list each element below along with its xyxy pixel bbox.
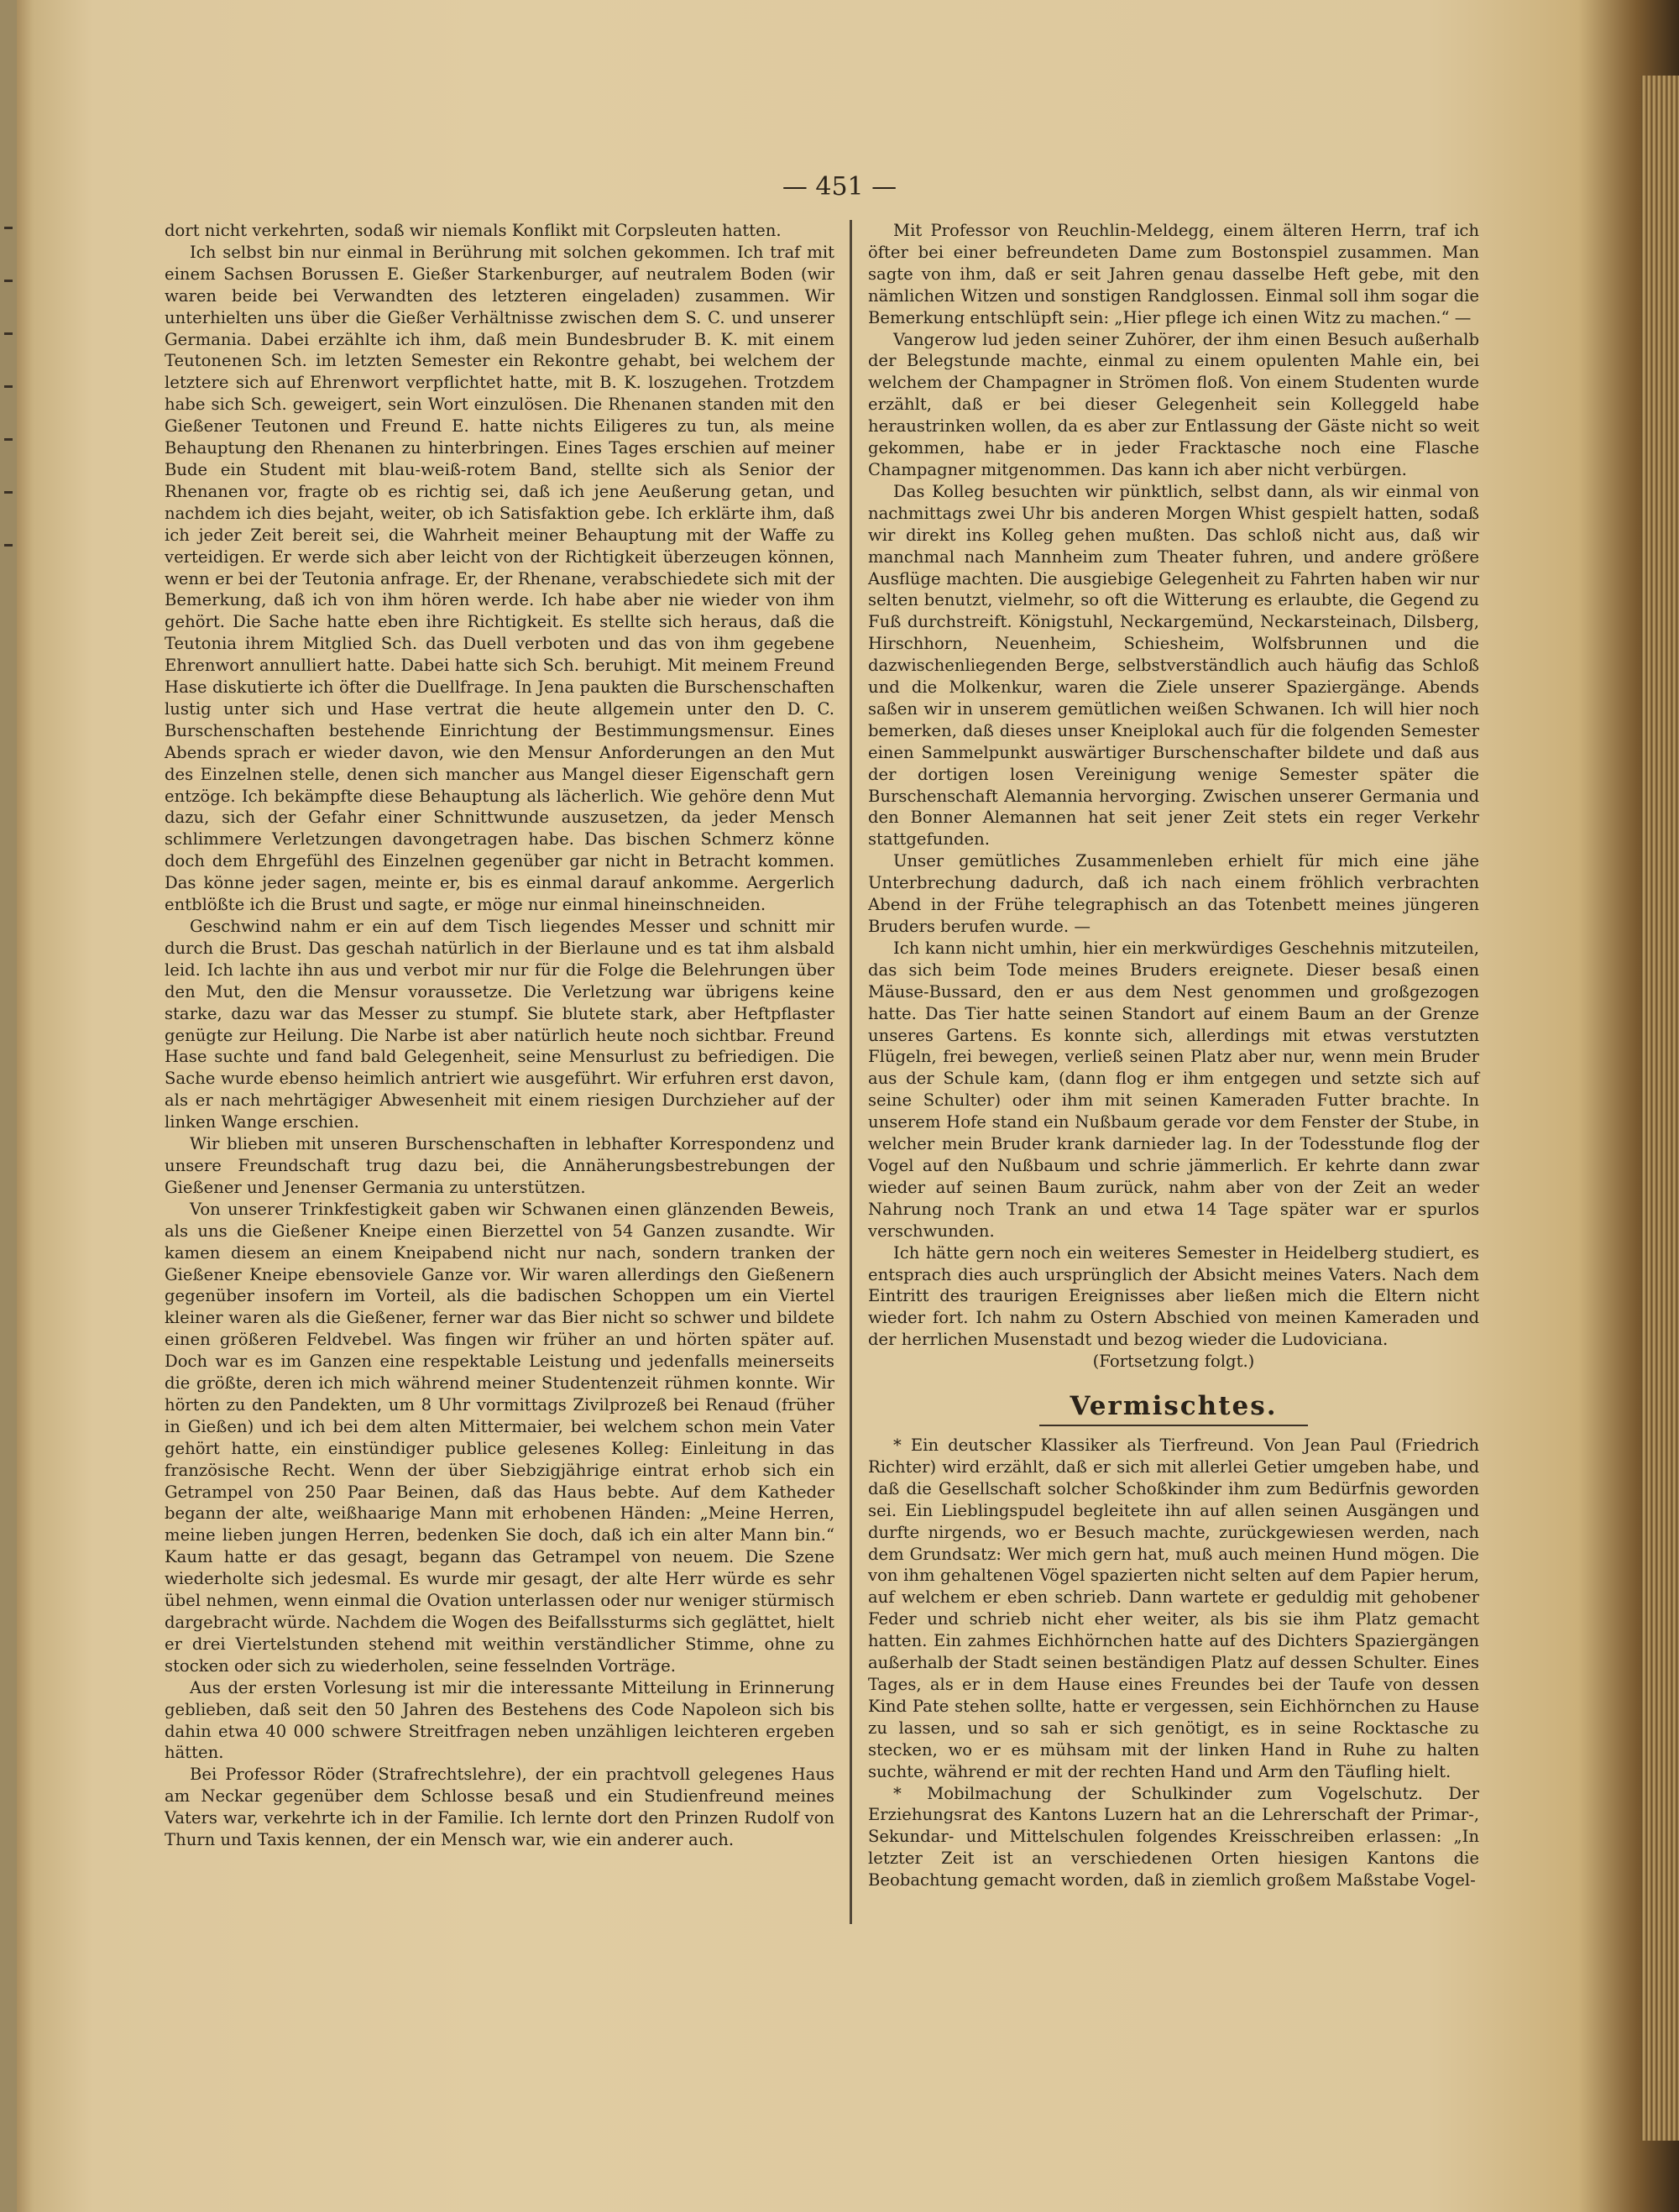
paragraph: Das Kolleg besuchten wir pünktlich, selbst dann, als wir einmal von nachmittags zwei Uhr bis anderen Morgen Whist gespielt hatten, sodaß wir direkt ins Kolleg gehen mußten. Das schloß nicht aus, daß wir manchmal nach Mannheim zum Theater fuhren, und andere größere Ausflüge machten. Die ausgiebige Gelegenheit zu Fahrten haben wir nur selten benutzt, vielmehr, so oft die Witterung es erlaubte, die Gegend zu Fuß durchstreift. Königstuhl, Neckargemünd, Neckarsteinach, Dilsberg, Hirschhorn, Neuenheim, Schiesheim, Wolfsbrunnen und die dazwischenliegenden Berge, selbstverständlich auch häufig das Schloß und die Molkenkur, waren die Ziele unserer Spaziergänge. Abends saßen wir in unserem gemütlichen weißen Schwanen. Ich will hier noch bemerken, daß dieses unser Kneiplokal auch für die folgenden Semester einen Sammelpunkt auswärtiger Burschenschafter bildete und daß aus der dortigen losen Vereinigung wenige Semester später die Burschenschaft Alemannia hervorging. Zwischen unserer Germania und den Bonner Alemannen hat seit jener Zeit stets ein reger Verkehr stattgefunden. [868,481,1479,850]
memoir-continuation [868,220,1479,1373]
paragraph: dort nicht verkehrten, sodaß wir niemals Konflikt mit Corpsleuten hatten. [165,221,782,240]
previous-page-edge [0,0,17,2212]
paragraph: Von unserer Trinkfestigkeit gaben wir Schwanen einen glänzenden Beweis, als uns die Gießener Kneipe einen Bierzettel von 54 Ganzen zusandte. Wir kamen diesem an einem Kneipabend nicht nur nach, sondern tranken der Gießener Kneipe ebensoviele Ganze vor. Wir waren allerdings den Gießenern gegenüber insofern im Vorteil, als die badischen Schoppen um ein Viertel kleiner waren als die Gießener, ferner war das Bier nicht so schwer und bildete einen größeren Feldvebel. Was fingen wir früher an und hörten später auf. Doch war es im Ganzen eine respektable Leistung und jedenfalls meinerseits die größte, deren ich mich während meiner Studentenzeit rühmen konnte. Wir hörten zu den Pandekten, um 8 Uhr vormittags Zivilprozeß bei Renaud (früher in Gießen) und ich bei dem alten Mittermaier, bei welchem schon mein Vater gehört hatte, ein einstündiger publice gelesenes Kolleg: Einleitung in das französische Recht. Wenn der über Siebzigjährige eintrat erhob sich ein Getrampel von 250 Paar Beinen, daß das Haus bebte. Auf dem Katheder begann der alte, weißhaarige Mann mit erhobenen Händen: „Meine Herren, meine lieben jungen Herren, bedenken Sie doch, daß ich ein alter Mann bin.“ Kaum hatte er das gesagt, begann das Getrampel von neuem. Die Szene wiederholte sich jedesmal. Es wurde mir gesagt, der alte Herr würde es sehr übel nehmen, wenn einmal die Ovation unterlassen oder nur weniger stürmisch dargebracht würde. Nachdem die Wogen des Beifallssturms sich geglättet, hielt er drei Viertelstunden stehend mit weithin verständlicher Stimme, ohne zu stocken oder sich zu wiederholen, seine fesselnden Vorträge. [165,1199,835,1676]
paragraph: Wir blieben mit unseren Burschenschaften in lebhafter Korrespondenz und unsere Freundschaft trug dazu bei, die Annäherungsbestrebungen der Gießener und Jenenser Germania zu unterstützen. [165,1134,834,1197]
paragraph: Ich selbst bin nur einmal in Berührung mit solchen gekommen. Ich traf mit einem Sachsen Borussen E. Gießer Starkenburger, auf neutralem Boden (wir waren beide bei Verwandten des letzteren eingeladen) zusammen. Wir unterhielten uns über die Gießer Verhältnisse zwischen dem S. C. und unserer Germania. Dabei erzählte ich ihm, daß mein Bundesbruder B. K. mit einem Teutonenen Sch. im letzten Semester ein Rekontre gehabt, bei welchem der letztere sich auf Ehrenwort verpflichtet hatte, mit B. K. loszugehen. Trotzdem habe sich Sch. geweigert, sein Wort einzulösen. Die Rhenanen standen mit den Gießener Teutonen und Freund E. hatte nichts Eiligeres zu tun, als meine Behauptung den Rhenanen zu hinterbringen. Eines Tages erschien auf meiner Bude ein Student mit blau-weiß-rotem Band, stellte sich als Senior der Rhenanen vor, fragte ob es richtig sei, daß ich jene Aeußerung getan, und nachdem ich dies bejaht, weiter, ob ich Satisfaktion gebe. Ich erklärte ihm, daß ich jeder Zeit bereit sei, die Wahrheit meiner Behauptung mit der Waffe zu verteidigen. Er werde sich aber leicht von der Richtigkeit überzeugen können, wenn er bei der Teutonia anfrage. Er, der Rhenane, verabschiedete sich mit der Bemerkung, daß ich von ihm hören werde. Ich habe aber nie wieder von ihm gehört. Die Sache hatte eben ihre Richtigkeit. Es stellte sich heraus, daß die Teutonia ihrem Mitglied Sch. das Duell verboten und das von ihm gegebene Ehrenwort annulliert hatte. Dabei hatte sich Sch. beruhigt. Mit meinem Freund Hase diskutierte ich öfter die Duellfrage. In Jena paukten die Burschenschaften lustig unter sich und Hase vertrat die heute allgemein unter den D. C. Burschenschaften bestehende Einrichtung der Bestimmungsmensur. Eines Abends sprach er wieder davon, wie den Mensur Anforderungen an den Mut des Einzelnen stelle, denen sich mancher aus Mangel dieser Eigenschaft gern entzöge. Ich bekämpfte diese Behauptung als lächerlich. Wie gehöre denn Mut dazu, sich der Gefahr einer Schnittwunde auszusetzen, da jeder Mensch schlimmere Verletzungen davongetragen habe. Das bischen Schmerz könne doch dem Ehrgefühl des Einzelnen gegenüber gar nicht in Betracht kommen. Das könne jeder sagen, meinte er, bis es einmal darauf ankomme. Aergerlich entblößte ich die Brust und sagte, er möge nur einmal hineinschneiden. [165,242,834,915]
paragraph: Aus der ersten Vorlesung ist mir die interessante Mitteilung in Erinnerung geblieben, daß seit den 50 Jahren des Bestehens des Code Napoleon sich bis dahin etwa 40 000 schwere Streitfragen neben unzähligen leichteren ergeben hätten. [165,1677,834,1763]
paragraph: Unser gemütliches Zusammenleben erhielt für mich eine jähe Unterbrechung dadurch, daß ich nach einem fröhlich verbrachten Abend in der Frühe telegraphisch an das Totenbett meines jüngeren Bruders berufen wurde. — [868,851,1479,936]
paragraph: Vangerow lud jeden seiner Zuhörer, der ihm einen Besuch außerhalb der Belegstunde machte, einmal zu einem opulenten Mahle ein, bei welchem der Champagner in Strömen floß. Von einem Studenten wurde erzählt, daß er bei dieser Gelegenheit sein Kolleggeld habe heraustrinken wollen, da es aber zur Entlassung der Gäste nicht so weit gekommen, habe er in jeder Fracktasche noch eine Flasche Champagner mitgenommen. Das kann ich aber nicht verbürgen. [868,329,1479,479]
left-column [165,220,834,1851]
book-page-stack [1641,76,1679,2141]
paragraph: Ich hätte gern noch ein weiteres Semester in Heidelberg studiert, es entsprach dies auch ursprünglich der Absicht meines Vaters. Nach dem Eintritt des traurigen Ereignisses aber ließen mich die Eltern nicht wieder fort. Ich nahm zu Ostern Abschied von meinen Kameraden und der herrlichen Musenstadt und bezog wieder die Ludoviciana. [868,1242,1479,1350]
page-number: — 451 — [782,172,897,201]
paragraph: Ich kann nicht umhin, hier ein merkwürdiges Geschehnis mitzuteilen, das sich beim Tode meines Bruders ereignete. Dieser besaß einen Mäuse-Bussard, den er aus dem Nest genommen und großgezogen hatte. Das Tier hatte seinen Standort auf einem Baum an der Grenze unseres Gartens. Es konnte sich, allerdings mit etwas verstutzten Flügeln, frei bewegen, verließ seinen Platz aber nur, wenn mein Bruder aus der Schule kam, (dann flog er ihm entgegen und setzte sich auf seine Schulter) oder ihm mit seinen Kameraden Futter brachte. In unserem Hofe stand ein Nußbaum gerade vor dem Fenster der Stube, in welcher mein Bruder krank darnieder lag. In der Todesstunde flog der Vogel auf den Nußbaum und schrie jämmerlich. Er kehrte dann zwar wieder auf seinen Baum zurück, nahm aber von der Zeit an weder Nahrung noch Trank an und etwa 14 Tage später war er spurlos verschwunden. [868,938,1479,1241]
section-heading: Vermischtes. [1070,1391,1278,1422]
paragraph: Geschwind nahm er ein auf dem Tisch liegendes Messer und schnitt mir durch die Brust. Das geschah natürlich in der Bierlaune und es tat ihm alsbald leid. Ich lachte ihn aus und verbot mir nur für die Folge die Belehrungen über den Mut, den die Mensur voraussetze. Die Verletzung war übrigens keine starke, dazu war das Messer zu stumpf. Sie blutete stark, aber Heftpflaster genügte zur Heilung. Die Narbe ist aber natürlich heute noch sichtbar. Freund Hase suchte und fand bald Gelegenheit, seine Mensurlust zu befriedigen. Die Sache wurde ebenso heimlich antriert wie ausgeführt. Wir erfuhren erst davon, als er nach mehrtägiger Abwesenheit mit einem riesigen Durchzieher auf der linken Wange erschien. [165,917,834,1132]
paragraph: (Fortsetzung folgt.) [1092,1352,1255,1372]
paragraph: Mit Professor von Reuchlin-Meldegg, einem älteren Herrn, traf ich öfter bei einer befreundeten Dame zum Bostonspiel zusammen. Man sagte von ihm, daß er seit Jahren genau dasselbe Heft gebe, mit den nämlichen Witzen und sonstigen Randglossen. Einmal soll ihm sogar die Bemerkung entschlüpft sein: „Hier pflege ich einen Witz zu machen.“ — [868,221,1479,327]
column-divider [850,220,852,1924]
miscellany-section [868,1435,1479,1891]
paragraph: Bei Professor Röder (Strafrechtslehre), der ein prachtvoll gelegenes Haus am Neckar gegenüber dem Schlosse besaß und ein Studienfreund meines Vaters war, verkehrte ich in der Familie. Ich lernte dort den Prinzen Rudolf von Thurn und Taxis kennen, der ein Mensch war, wie ein anderer auch. [165,1765,834,1850]
paragraph: * Ein deutscher Klassiker als Tierfreund. Von Jean Paul (Friedrich Richter) wird erzählt, daß er sich mit allerlei Getier umgeben habe, und daß die Gesellschaft solcher Schoßkinder ihm zum Bedürfnis geworden sei. Ein Lieblingspudel begleitete ihn auf allen seinen Ausgängen und durfte nirgends, wo er Besuch machte, zurückgewiesen werden, nach dem Grundsatz: Wer mich gern hat, muß auch meinen Hund mögen. Die von ihm gehaltenen Vögel spazierten nicht selten auf dem Papier herum, auf welchem er eben schrieb. Dann wartete er geduldig mit gehobener Feder und schrieb nicht eher weiter, als bis sie ihm Platz gemacht hatten. Ein zahmes Eichhörnchen hatte auf des Dichters Spaziergängen außerhalb der Stadt seinen beständigen Platz auf dessen Schulter. Eines Tages, als er in dem Hause eines Freundes bei der Taufe von dessen Kind Pate stehen sollte, hatte er vergessen, sein Eichhörnchen zu Hause zu lassen, und so sah er sich genötigt, es in seine Rocktasche zu stecken, wo er es mühsam mit der linken Hand in Ruhe zu halten suchte, während er mit der rechten Hand und Arm den Täufling hielt. [868,1435,1479,1781]
right-column [868,220,1479,1891]
margin-marks [2,227,15,630]
heading-rule [1039,1425,1308,1426]
paragraph: * Mobilmachung der Schulkinder zum Vogelschutz. Der Erziehungsrat des Kantons Luzern hat an die Lehrerschaft der Primar-, Sekundar- und Mittelschulen folgendes Kreisschreiben erlassen: „In letzter Zeit ist an verschiedenen Orten hiesigen Kantons die Beobachtung gemacht worden, daß in ziemlich großem Maßstabe Vogel- [868,1783,1479,1890]
